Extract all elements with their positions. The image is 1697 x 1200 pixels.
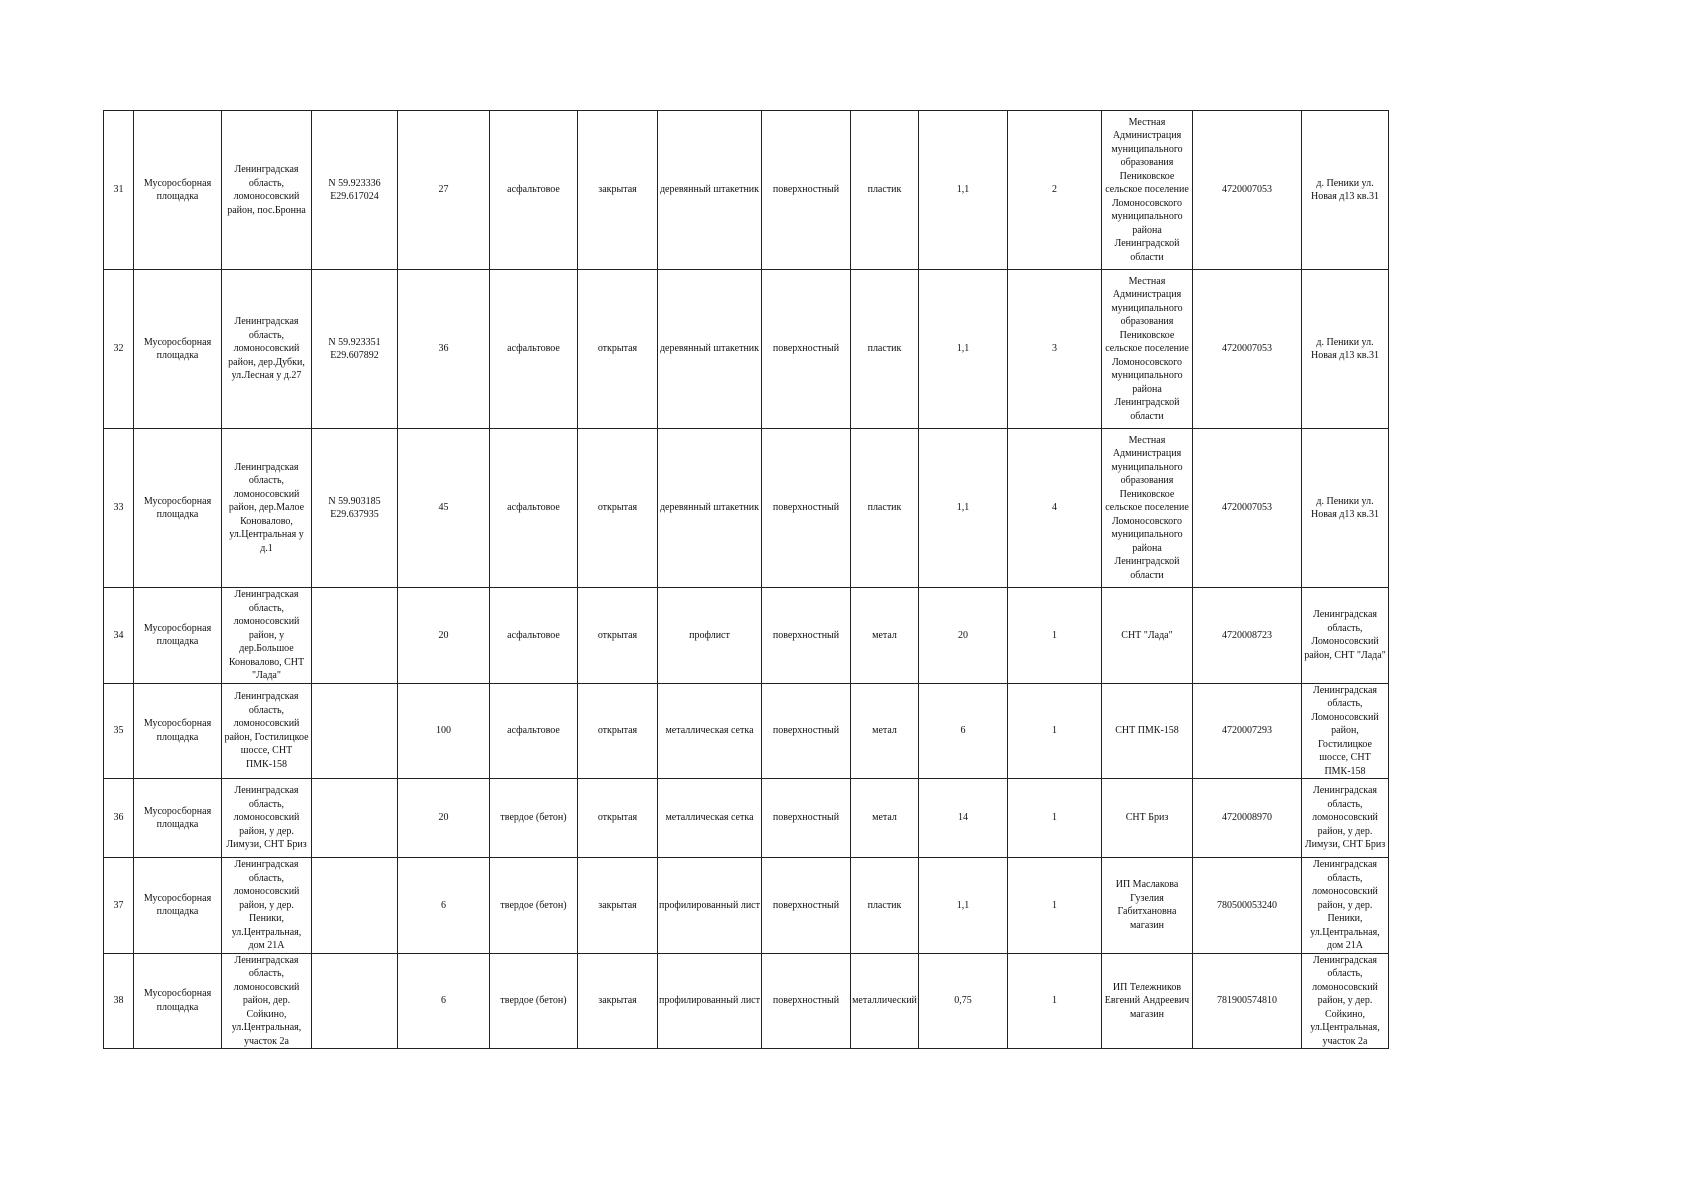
coordinates-cell — [312, 588, 398, 684]
row-number-cell: 31 — [104, 111, 134, 270]
area-cell: 45 — [398, 429, 490, 588]
container-count-cell: 1 — [1008, 858, 1102, 954]
site-type-cell: Мусоросборная площадка — [134, 683, 222, 779]
row-number-cell: 36 — [104, 779, 134, 858]
container-count-cell: 4 — [1008, 429, 1102, 588]
placement-cell: поверхностный — [762, 429, 851, 588]
site-address-cell: Ленинградская область, ломоносовский район, Гостилицкое шоссе, СНТ ПМК-158 — [222, 683, 312, 779]
site-kind-cell: закрытая — [578, 111, 658, 270]
row-number-cell: 38 — [104, 953, 134, 1049]
site-kind-cell: открытая — [578, 779, 658, 858]
area-cell: 36 — [398, 270, 490, 429]
placement-cell: поверхностный — [762, 683, 851, 779]
site-address-cell: Ленинградская область, ломоносовский район, пос.Бронна — [222, 111, 312, 270]
site-type-cell: Мусоросборная площадка — [134, 779, 222, 858]
fence-cell: деревянный штакетник — [658, 270, 762, 429]
container-count-cell: 1 — [1008, 683, 1102, 779]
fence-cell: деревянный штакетник — [658, 111, 762, 270]
site-address-cell: Ленинградская область, ломоносовский район, дер.Малое Коновалово, ул.Центральная у д.1 — [222, 429, 312, 588]
surface-cell: асфальтовое — [490, 429, 578, 588]
owner-inn-cell: 4720007293 — [1193, 683, 1302, 779]
container-volume-cell: 0,75 — [919, 953, 1008, 1049]
area-cell: 100 — [398, 683, 490, 779]
container-volume-cell: 1,1 — [919, 270, 1008, 429]
owner-inn-cell: 4720008970 — [1193, 779, 1302, 858]
coordinates-cell: N 59.903185 E29.637935 — [312, 429, 398, 588]
table-row — [104, 683, 1389, 779]
container-material-cell: метал — [851, 683, 919, 779]
placement-cell: поверхностный — [762, 588, 851, 684]
table-row — [104, 953, 1389, 1049]
coordinates-cell — [312, 683, 398, 779]
site-address-cell: Ленинградская область, ломоносовский район, у дер. Лимузи, СНТ Бриз — [222, 779, 312, 858]
owner-inn-cell: 781900574810 — [1193, 953, 1302, 1049]
container-count-cell: 2 — [1008, 111, 1102, 270]
fence-cell: деревянный штакетник — [658, 429, 762, 588]
surface-cell: асфальтовое — [490, 588, 578, 684]
coordinates-cell — [312, 779, 398, 858]
fence-cell: профилированный лист — [658, 953, 762, 1049]
owner-address-cell: д. Пеники ул. Новая д13 кв.31 — [1302, 111, 1389, 270]
table-row — [104, 858, 1389, 954]
fence-cell: металлическая сетка — [658, 683, 762, 779]
table-row — [104, 779, 1389, 858]
owner-address-cell: Ленинградская область, Ломоносовский район, СНТ "Лада" — [1302, 588, 1389, 684]
table-row — [104, 111, 1389, 270]
container-volume-cell: 1,1 — [919, 429, 1008, 588]
owner-inn-cell: 4720008723 — [1193, 588, 1302, 684]
site-kind-cell: открытая — [578, 429, 658, 588]
owner-name-cell: ИП Тележников Евгений Андреевич магазин — [1102, 953, 1193, 1049]
row-number-cell: 32 — [104, 270, 134, 429]
container-material-cell: пластик — [851, 858, 919, 954]
site-address-cell: Ленинградская область, ломоносовский район, дер.Дубки, ул.Лесная у д.27 — [222, 270, 312, 429]
site-kind-cell: открытая — [578, 270, 658, 429]
fence-cell: профилированный лист — [658, 858, 762, 954]
placement-cell: поверхностный — [762, 270, 851, 429]
site-type-cell: Мусоросборная площадка — [134, 858, 222, 954]
placement-cell: поверхностный — [762, 858, 851, 954]
site-kind-cell: открытая — [578, 588, 658, 684]
site-kind-cell: открытая — [578, 683, 658, 779]
container-count-cell: 3 — [1008, 270, 1102, 429]
row-number-cell: 37 — [104, 858, 134, 954]
site-type-cell: Мусоросборная площадка — [134, 588, 222, 684]
area-cell: 27 — [398, 111, 490, 270]
container-material-cell: пластик — [851, 111, 919, 270]
area-cell: 20 — [398, 588, 490, 684]
surface-cell: асфальтовое — [490, 111, 578, 270]
container-count-cell: 1 — [1008, 953, 1102, 1049]
coordinates-cell — [312, 858, 398, 954]
owner-name-cell: ИП Маслакова Гузелия Габитхановна магазин — [1102, 858, 1193, 954]
row-number-cell: 34 — [104, 588, 134, 684]
site-type-cell: Мусоросборная площадка — [134, 953, 222, 1049]
surface-cell: асфальтовое — [490, 270, 578, 429]
owner-inn-cell: 4720007053 — [1193, 111, 1302, 270]
row-number-cell: 33 — [104, 429, 134, 588]
owner-name-cell: СНТ Бриз — [1102, 779, 1193, 858]
owner-name-cell: СНТ ПМК-158 — [1102, 683, 1193, 779]
placement-cell: поверхностный — [762, 111, 851, 270]
owner-address-cell: д. Пеники ул. Новая д13 кв.31 — [1302, 429, 1389, 588]
container-count-cell: 1 — [1008, 588, 1102, 684]
owner-inn-cell: 4720007053 — [1193, 270, 1302, 429]
owner-address-cell: д. Пеники ул. Новая д13 кв.31 — [1302, 270, 1389, 429]
container-volume-cell: 1,1 — [919, 111, 1008, 270]
surface-cell: твердое (бетон) — [490, 779, 578, 858]
owner-address-cell: Ленинградская область, ломоносовский район, у дер. Лимузи, СНТ Бриз — [1302, 779, 1389, 858]
site-kind-cell: закрытая — [578, 953, 658, 1049]
site-type-cell: Мусоросборная площадка — [134, 429, 222, 588]
coordinates-cell — [312, 953, 398, 1049]
container-material-cell: пластик — [851, 429, 919, 588]
container-volume-cell: 14 — [919, 779, 1008, 858]
table-row — [104, 588, 1389, 684]
container-material-cell: пластик — [851, 270, 919, 429]
placement-cell: поверхностный — [762, 779, 851, 858]
container-material-cell: метал — [851, 779, 919, 858]
site-address-cell: Ленинградская область, ломоносовский район, у дер.Большое Коновалово, СНТ "Лада" — [222, 588, 312, 684]
registry-table — [103, 110, 1389, 1049]
owner-address-cell: Ленинградская область, Ломоносовский район, Гостилицкое шоссе, СНТ ПМК-158 — [1302, 683, 1389, 779]
coordinates-cell: N 59.923351 E29.607892 — [312, 270, 398, 429]
row-number-cell: 35 — [104, 683, 134, 779]
owner-inn-cell: 4720007053 — [1193, 429, 1302, 588]
site-type-cell: Мусоросборная площадка — [134, 270, 222, 429]
container-volume-cell: 1,1 — [919, 858, 1008, 954]
fence-cell: металлическая сетка — [658, 779, 762, 858]
fence-cell: профлист — [658, 588, 762, 684]
area-cell: 20 — [398, 779, 490, 858]
container-volume-cell: 6 — [919, 683, 1008, 779]
container-material-cell: металлический — [851, 953, 919, 1049]
surface-cell: твердое (бетон) — [490, 858, 578, 954]
site-address-cell: Ленинградская область, ломоносовский район, у дер. Пеники, ул.Центральная, дом 21А — [222, 858, 312, 954]
owner-name-cell: Местная Администрация муниципального образования Пениковское сельское поселение Ломоносовского муниципального района Ленинградской области — [1102, 429, 1193, 588]
site-address-cell: Ленинградская область, ломоносовский район, дер. Сойкино, ул.Центральная, участок 2а — [222, 953, 312, 1049]
owner-inn-cell: 780500053240 — [1193, 858, 1302, 954]
placement-cell: поверхностный — [762, 953, 851, 1049]
owner-address-cell: Ленинградская область, ломоносовский район, у дер. Сойкино, ул.Центральная, участок 2а — [1302, 953, 1389, 1049]
surface-cell: асфальтовое — [490, 683, 578, 779]
site-kind-cell: закрытая — [578, 858, 658, 954]
surface-cell: твердое (бетон) — [490, 953, 578, 1049]
owner-name-cell: Местная Администрация муниципального образования Пениковское сельское поселение Ломоносовского муниципального района Ленинградской области — [1102, 270, 1193, 429]
container-volume-cell: 20 — [919, 588, 1008, 684]
table-row — [104, 270, 1389, 429]
owner-address-cell: Ленинградская область, ломоносовский район, у дер. Пеники, ул.Центральная, дом 21А — [1302, 858, 1389, 954]
table-row — [104, 429, 1389, 588]
area-cell: 6 — [398, 858, 490, 954]
container-material-cell: метал — [851, 588, 919, 684]
area-cell: 6 — [398, 953, 490, 1049]
owner-name-cell: Местная Администрация муниципального образования Пениковское сельское поселение Ломоносовского муниципального района Ленинградской области — [1102, 111, 1193, 270]
container-count-cell: 1 — [1008, 779, 1102, 858]
owner-name-cell: СНТ "Лада" — [1102, 588, 1193, 684]
coordinates-cell: N 59.923336 E29.617024 — [312, 111, 398, 270]
site-type-cell: Мусоросборная площадка — [134, 111, 222, 270]
